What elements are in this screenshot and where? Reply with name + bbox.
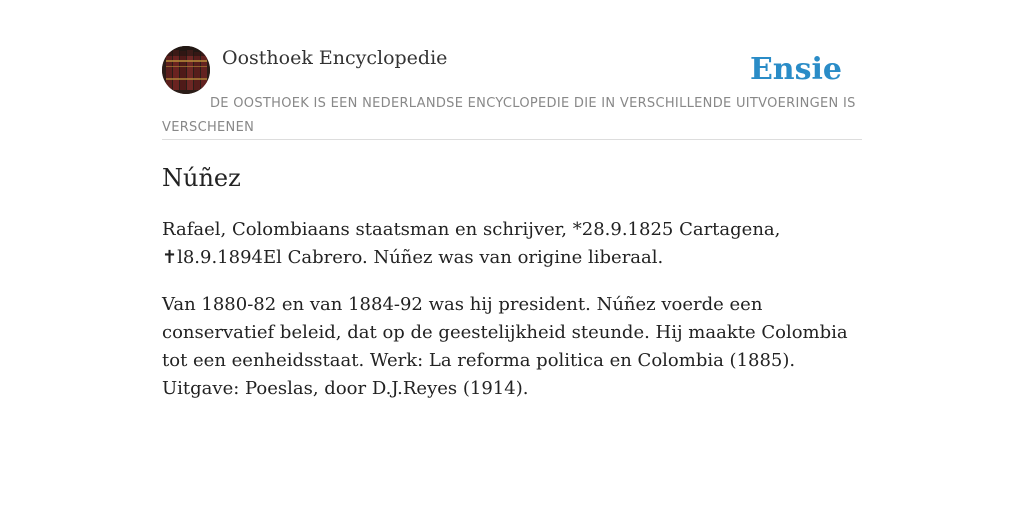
article-title: Núñez — [162, 164, 241, 192]
brand-logo[interactable]: Ensie — [749, 52, 842, 87]
site-tagline: DE OOSTHOEK IS EEN NEDERLANDSE ENCYCLOPEDIE DIE IN VERSCHILLENDE UITVOERINGEN IS VERSCHENEN — [162, 96, 856, 135]
site-header — [162, 46, 862, 140]
avatar[interactable] — [162, 46, 210, 94]
encyclopedia-books-icon — [162, 46, 210, 94]
site-title[interactable]: Oosthoek Encyclopedie — [222, 47, 448, 69]
article-paragraph: Rafael, Colombiaans staatsman en schrijver, *28.9.1825 Cartagena, ✝l8.9.1894El Cabrero. Núñez was van origine liberaal. — [162, 219, 781, 268]
article-paragraph: Van 1880-82 en van 1884-92 was hij president. Núñez voerde een conservatief beleid, dat op de geestelijkheid steunde. Hij maakte Colombia tot een eenheidsstaat. Werk: La reforma politica en Colombia (1885). Uitgave: Poeslas, door D.J.Reyes (1914). — [162, 294, 848, 399]
article — [162, 160, 862, 403]
